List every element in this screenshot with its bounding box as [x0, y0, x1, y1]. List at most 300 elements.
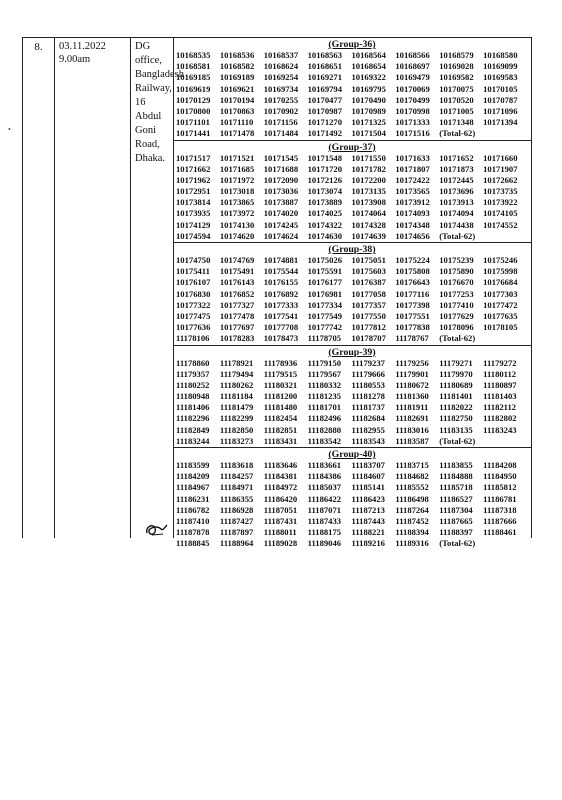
roll-number: 11182750 — [439, 413, 473, 424]
roll-number: 11188011 — [263, 527, 297, 538]
roll-row — [173, 106, 531, 117]
roll-number: 10171548 — [307, 152, 342, 163]
roll-number: 10174750 — [176, 255, 211, 265]
roll-number: 10171807 — [395, 163, 430, 174]
roll-number: 10175026 — [307, 255, 342, 265]
roll-number: 10169619 — [176, 83, 211, 94]
roll-number: 10169322 — [351, 72, 386, 83]
roll-number: 10174639 — [351, 230, 386, 241]
roll-number: 10175998 — [483, 266, 518, 277]
roll-number: 11184682 — [395, 471, 429, 482]
roll-number: 10171394 — [483, 117, 518, 128]
roll-number: 10171110 — [219, 117, 254, 128]
roll-number: 10177327 — [219, 299, 255, 310]
roll-number: 11187051 — [263, 504, 298, 515]
roll-number: 10177303 — [483, 288, 518, 299]
roll-row — [173, 505, 531, 516]
roll-number: 10177357 — [351, 299, 386, 310]
roll-number: 11183661 — [307, 460, 342, 470]
roll-number: 10173074 — [307, 186, 342, 197]
roll-number: 10168582 — [219, 61, 255, 72]
roll-number: 10168654 — [351, 61, 386, 72]
roll-number: 11187410 — [176, 515, 210, 526]
roll-number: 11179901 — [395, 368, 429, 379]
roll-number: 10174630 — [307, 230, 342, 241]
exam-date: 03.11.2022 — [59, 41, 106, 52]
roll-number: 11183543 — [351, 435, 385, 446]
roll-number: 11180672 — [395, 379, 429, 390]
roll-number: 11182454 — [263, 413, 298, 424]
roll-number: 10173135 — [351, 186, 386, 197]
roll-number: 11188394 — [395, 527, 429, 538]
roll-row — [173, 117, 531, 128]
roll-number: 11186231 — [176, 493, 210, 504]
roll-number: 10174130 — [219, 219, 255, 230]
roll-number: 11181406 — [176, 402, 210, 413]
roll-number: 10177541 — [263, 310, 299, 321]
roll-number: 10178283 — [219, 333, 255, 344]
roll-number: 10174769 — [219, 255, 255, 265]
roll-number: 11181911 — [395, 402, 429, 413]
roll-row — [173, 527, 531, 538]
roll-number: 10173018 — [219, 186, 255, 197]
roll-number: 11182802 — [483, 413, 517, 424]
roll-number: 10177635 — [483, 310, 518, 321]
roll-row — [173, 380, 531, 391]
roll-row — [173, 164, 531, 175]
roll-number: 10174620 — [219, 230, 255, 241]
roll-number: 11179494 — [219, 368, 254, 379]
roll-number: 11179271 — [439, 357, 473, 368]
group-title: (Group-37) — [328, 141, 376, 153]
roll-number: 10171550 — [351, 152, 386, 163]
roll-number: 11181235 — [307, 391, 342, 402]
column-divider — [130, 38, 131, 538]
roll-row — [173, 413, 531, 424]
roll-number: 10170477 — [307, 94, 342, 105]
roll-row — [173, 538, 531, 549]
roll-number: 11182851 — [263, 424, 298, 435]
roll-row — [173, 231, 531, 242]
roll-number: 10172090 — [263, 174, 299, 185]
roll-number: 10175808 — [395, 266, 430, 277]
roll-number: 10168535 — [176, 50, 211, 60]
roll-number: 11179357 — [176, 368, 210, 379]
roll-number: 10176670 — [439, 277, 474, 288]
roll-number: 10176177 — [307, 277, 342, 288]
roll-number: 10170499 — [395, 94, 430, 105]
roll-number: 11183135 — [439, 424, 473, 435]
roll-number: 11185037 — [307, 482, 342, 493]
roll-number: 11187318 — [483, 504, 517, 515]
roll-number: 10177334 — [307, 299, 342, 310]
roll-number: 10174093 — [395, 208, 430, 219]
roll-number: 11187427 — [219, 515, 254, 526]
roll-number: 10169254 — [263, 72, 299, 83]
group-heading — [173, 346, 531, 358]
roll-number: 11184967 — [176, 482, 210, 493]
roll-number: 10169479 — [395, 72, 430, 83]
roll-number: 10171660 — [483, 152, 518, 163]
roll-number: 10176981 — [307, 288, 342, 299]
roll-number: 10169582 — [439, 72, 474, 83]
roll-number: 11188397 — [439, 527, 473, 538]
roll-row — [173, 266, 531, 277]
roll-row — [173, 153, 531, 164]
exam-time: 9.00am — [59, 54, 91, 65]
roll-number: 10168566 — [395, 50, 430, 60]
roll-number: 11186928 — [219, 504, 254, 515]
roll-number: 10173036 — [263, 186, 299, 197]
roll-number: 11182299 — [219, 413, 254, 424]
group-block — [173, 243, 531, 346]
roll-number: 11187304 — [439, 504, 473, 515]
roll-number: 11187264 — [395, 504, 429, 515]
roll-number: 10175246 — [483, 255, 518, 265]
roll-number: 10174656 — [395, 230, 430, 241]
roll-number: 10168537 — [263, 50, 299, 60]
roll-number: 10175051 — [351, 255, 386, 265]
roll-number: 10168697 — [395, 61, 430, 72]
roll-number: 10168564 — [351, 50, 386, 60]
roll-number: 11180689 — [439, 379, 473, 390]
roll-number: 11183542 — [307, 435, 342, 446]
roll-number: 10171101 — [176, 117, 210, 128]
roll-number: 11182496 — [307, 413, 342, 424]
roll-number: 10177549 — [307, 310, 342, 321]
roll-number: 11179272 — [483, 357, 517, 368]
roll-row — [173, 289, 531, 300]
roll-number: 11178705 — [307, 333, 342, 344]
roll-number: 10168581 — [176, 61, 211, 72]
roll-row — [173, 322, 531, 333]
roll-number: 10175544 — [263, 266, 299, 277]
roll-number: 10177116 — [395, 288, 430, 299]
roll-number: 10170998 — [395, 105, 430, 116]
roll-number: 11185552 — [395, 482, 429, 493]
roll-number: 10169583 — [483, 72, 518, 83]
roll-number: 11188461 — [483, 527, 517, 538]
roll-number: 10177708 — [263, 322, 299, 333]
roll-number: 11187071 — [307, 504, 342, 515]
roll-number: 10175603 — [351, 266, 386, 277]
roll-number: 10177398 — [395, 299, 430, 310]
roll-number: 11184209 — [176, 471, 210, 482]
roll-number: 10173912 — [395, 197, 430, 208]
roll-number: 11184607 — [351, 471, 385, 482]
roll-number: 10172200 — [351, 174, 386, 185]
roll-number: 10175890 — [439, 266, 474, 277]
roll-number: 11189316 — [395, 538, 429, 549]
roll-number: 10171873 — [439, 163, 474, 174]
roll-number: 11186355 — [219, 493, 254, 504]
roll-number: 10172662 — [483, 174, 518, 185]
roll-number: 11187878 — [176, 527, 210, 538]
signature-mark — [143, 515, 169, 541]
group-total: (Total-62) — [439, 230, 476, 241]
roll-number: 11181701 — [307, 402, 342, 413]
roll-number: 11188221 — [351, 527, 385, 538]
roll-number: 11183244 — [176, 435, 210, 446]
roll-number: 11189216 — [351, 538, 385, 549]
roll-number: 10172126 — [307, 174, 342, 185]
roll-number: 11184972 — [263, 482, 298, 493]
roll-number: 11182296 — [176, 413, 210, 424]
roll-number: 11181403 — [483, 391, 517, 402]
roll-number: 10177697 — [219, 322, 255, 333]
roll-number: 10172951 — [176, 186, 211, 197]
roll-number: 11186781 — [483, 493, 517, 504]
roll-number: 11186498 — [395, 493, 429, 504]
roll-number: 10177253 — [439, 288, 474, 299]
roll-row — [173, 333, 531, 344]
roll-number: 10169621 — [219, 83, 255, 94]
roll-number: 10175224 — [395, 255, 430, 265]
roll-number: 10171662 — [176, 163, 211, 174]
roll-number: 10173735 — [483, 186, 518, 197]
roll-number: 11184208 — [483, 460, 517, 470]
roll-number: 10174245 — [263, 219, 299, 230]
roll-number: 11187666 — [483, 515, 517, 526]
group-block — [173, 141, 531, 244]
roll-number: 10171325 — [351, 117, 386, 128]
roll-number: 10177838 — [395, 322, 430, 333]
roll-number: 10169734 — [263, 83, 299, 94]
roll-number: 11180321 — [263, 379, 298, 390]
roll-number: 11178767 — [395, 333, 429, 344]
roll-number: 10176892 — [263, 288, 299, 299]
roll-number: 10168579 — [439, 50, 474, 60]
roll-number: 10170255 — [263, 94, 299, 105]
group-total: (Total-62) — [439, 128, 476, 139]
roll-number: 10177322 — [176, 299, 211, 310]
group-block — [173, 38, 531, 141]
group-heading — [173, 38, 531, 50]
roll-number: 11179970 — [439, 368, 473, 379]
roll-number: 11186782 — [176, 504, 210, 515]
roll-number: 11183618 — [219, 460, 254, 470]
roll-number: 10171096 — [483, 105, 518, 116]
roll-number: 10168624 — [263, 61, 299, 72]
roll-row — [173, 186, 531, 197]
roll-number: 10176830 — [176, 288, 211, 299]
roll-row — [173, 208, 531, 219]
roll-number: 11180897 — [483, 379, 517, 390]
roll-number: 10170987 — [307, 105, 342, 116]
roll-number: 11181480 — [263, 402, 298, 413]
roll-number: 10174348 — [395, 219, 430, 230]
group-heading — [173, 243, 531, 255]
roll-row — [173, 494, 531, 505]
roll-number: 10177636 — [176, 322, 211, 333]
roll-number: 10169794 — [307, 83, 342, 94]
roll-number: 11182850 — [219, 424, 254, 435]
roll-number: 10177475 — [176, 310, 211, 321]
roll-row — [173, 300, 531, 311]
roll-number: 11180262 — [219, 379, 254, 390]
roll-number: 11181737 — [351, 402, 385, 413]
roll-number: 11180553 — [351, 379, 385, 390]
roll-number: 10171504 — [351, 128, 386, 139]
roll-number: 10175239 — [439, 255, 474, 265]
roll-number: 11180252 — [176, 379, 210, 390]
roll-number: 10174624 — [263, 230, 299, 241]
roll-number: 10171652 — [439, 152, 474, 163]
roll-number: 11184971 — [219, 482, 254, 493]
roll-number: 10169795 — [351, 83, 386, 94]
roll-number: 11189046 — [307, 538, 342, 549]
roll-row — [173, 50, 531, 61]
roll-number: 10174094 — [439, 208, 474, 219]
roll-number: 11185141 — [351, 482, 385, 493]
roll-number: 11184257 — [219, 471, 254, 482]
roll-row — [173, 391, 531, 402]
roll-number: 10170194 — [219, 94, 255, 105]
roll-row — [173, 311, 531, 322]
roll-row — [173, 516, 531, 527]
roll-number: 11186527 — [439, 493, 473, 504]
roll-number: 11188964 — [219, 538, 254, 549]
roll-number: 11187213 — [351, 504, 385, 515]
roll-row — [173, 197, 531, 208]
roll-number: 11185812 — [483, 482, 517, 493]
roll-number: 10173972 — [219, 208, 255, 219]
roll-number: 11186423 — [351, 493, 385, 504]
roll-number: 10173908 — [351, 197, 386, 208]
roll-number: 11181200 — [263, 391, 298, 402]
roll-number: 10169028 — [439, 61, 474, 72]
roll-number: 10172445 — [439, 174, 474, 185]
roll-number: 10170129 — [176, 94, 211, 105]
roll-number: 10173865 — [219, 197, 255, 208]
roll-number: 10171492 — [307, 128, 342, 139]
roll-number: 10174020 — [263, 208, 299, 219]
roll-number: 10176143 — [219, 277, 255, 288]
roll-number: 10177812 — [351, 322, 386, 333]
roll-number: 10174322 — [307, 219, 342, 230]
roll-number: 11179256 — [395, 357, 429, 368]
roll-number: 10170490 — [351, 94, 386, 105]
roll-number: 10177333 — [263, 299, 299, 310]
roll-number: 10172422 — [395, 174, 430, 185]
roll-number: 10171333 — [395, 117, 430, 128]
roll-number: 11180948 — [176, 391, 210, 402]
roll-number: 11187433 — [307, 515, 342, 526]
roll-number: 11183273 — [219, 435, 254, 446]
roll-row — [173, 482, 531, 493]
roll-number: 11179666 — [351, 368, 385, 379]
group-title: (Group-39) — [328, 346, 376, 358]
roll-number: 11183431 — [263, 435, 298, 446]
roll-number: 11183587 — [395, 435, 429, 446]
roll-row — [173, 220, 531, 231]
roll-number: 10178707 — [351, 333, 386, 344]
roll-number: 11187897 — [219, 527, 254, 538]
roll-number: 10174129 — [176, 219, 211, 230]
roll-number: 10177058 — [351, 288, 386, 299]
roll-number: 11188175 — [307, 527, 342, 538]
roll-number: 10168563 — [307, 50, 342, 60]
roll-number: 11182955 — [351, 424, 385, 435]
roll-number: 10175411 — [176, 266, 210, 277]
roll-number: 10171005 — [439, 105, 474, 116]
schedule-table — [22, 37, 532, 549]
roll-number: 11187452 — [395, 515, 429, 526]
roll-number: 10175491 — [219, 266, 255, 277]
roll-number: 11183646 — [263, 460, 298, 470]
roll-number: 11181360 — [395, 391, 429, 402]
roll-number: 11183016 — [395, 424, 429, 435]
roll-number: 11184381 — [263, 471, 298, 482]
roll-number: 11184888 — [439, 471, 473, 482]
date-time-cell — [59, 40, 129, 66]
group-title: (Group-36) — [328, 39, 376, 50]
roll-row — [173, 358, 531, 369]
roll-number: 11186422 — [307, 493, 342, 504]
roll-number: 11185718 — [439, 482, 473, 493]
roll-number: 10173913 — [439, 197, 474, 208]
roll-number: 10170105 — [483, 83, 518, 94]
roll-number: 10170989 — [351, 105, 386, 116]
roll-number: 10173565 — [395, 186, 430, 197]
roll-number: 11184950 — [483, 471, 517, 482]
roll-number: 11181184 — [219, 391, 253, 402]
group-title: (Group-40) — [328, 449, 376, 460]
roll-number: 11182112 — [483, 402, 517, 413]
roll-number: 10174025 — [307, 208, 342, 219]
group-heading — [173, 141, 531, 153]
group-block — [173, 448, 531, 550]
roll-number: 11188845 — [176, 538, 210, 549]
roll-number: 10171441 — [176, 128, 211, 139]
roll-number: 10169185 — [176, 72, 211, 83]
roll-number: 10171962 — [176, 174, 211, 185]
roll-number: 10170902 — [263, 105, 299, 116]
roll-number: 10170800 — [176, 105, 211, 116]
roll-number: 11182849 — [176, 424, 210, 435]
roll-number: 10176643 — [395, 277, 430, 288]
roll-number: 11183243 — [483, 424, 517, 435]
roll-number: 11178106 — [176, 333, 210, 344]
roll-number: 10173935 — [176, 208, 211, 219]
roll-number: 10170069 — [395, 83, 430, 94]
group-block — [173, 346, 531, 449]
roll-number: 10171270 — [307, 117, 342, 128]
roll-number: 11179515 — [263, 368, 298, 379]
roll-number: 11181479 — [219, 402, 254, 413]
roll-number: 11182880 — [307, 424, 342, 435]
roll-number: 10174328 — [351, 219, 386, 230]
roll-number: 10171685 — [219, 163, 255, 174]
roll-number: 10171907 — [483, 163, 518, 174]
roll-number: 11181401 — [439, 391, 473, 402]
roll-number: 10177551 — [395, 310, 430, 321]
roll-number: 10177478 — [219, 310, 255, 321]
roll-number: 10171688 — [263, 163, 299, 174]
roll-row — [173, 255, 531, 266]
roll-number: 10177550 — [351, 310, 386, 321]
roll-number: 11184386 — [307, 471, 342, 482]
roll-number: 10173889 — [307, 197, 342, 208]
roll-number: 10171545 — [263, 152, 299, 163]
roll-row — [173, 95, 531, 106]
roll-number: 11179237 — [351, 357, 385, 368]
roll-number: 10171478 — [219, 128, 255, 139]
roll-number: 10173696 — [439, 186, 474, 197]
roll-number: 10171517 — [176, 152, 211, 163]
group-heading — [173, 448, 531, 460]
group-title: (Group-38) — [328, 244, 376, 255]
